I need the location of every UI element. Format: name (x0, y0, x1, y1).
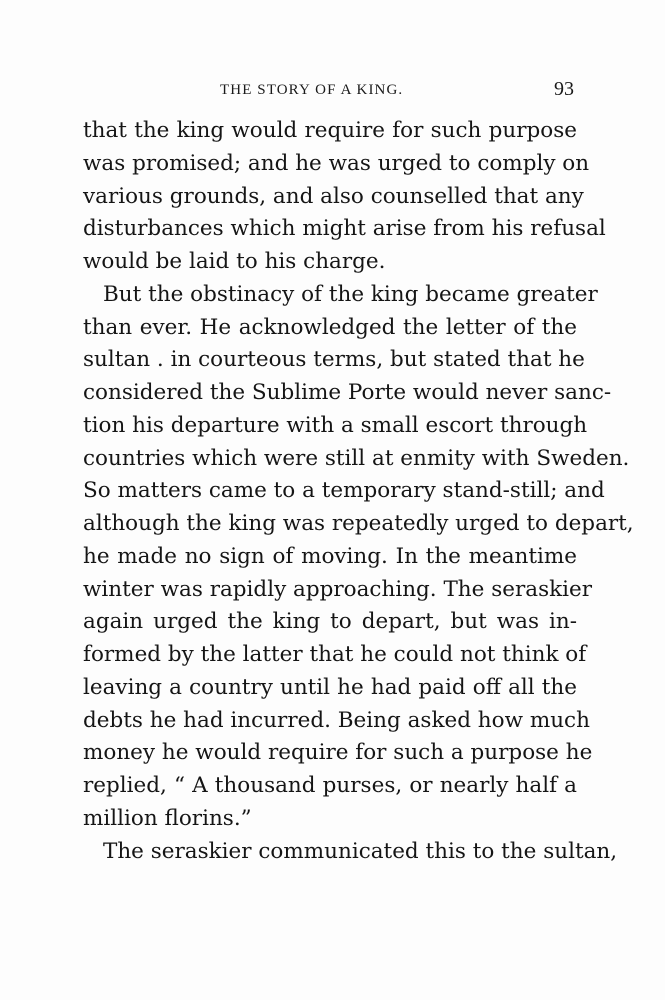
paragraph-2 (83, 279, 634, 836)
text-line: So matters came to a temporary stand-still; and (83, 478, 605, 504)
text-line: sultan . in courteous terms, but stated that he (83, 347, 585, 373)
text-line: various grounds, and also counselled that any (83, 183, 584, 209)
body-text (83, 115, 634, 868)
text-line: The seraskier communicated this to the sultan, (103, 838, 618, 864)
text-line: But the obstinacy of the king became greater (103, 281, 598, 307)
text-line: would be laid to his charge. (83, 249, 386, 274)
text-line: although the king was repeatedly urged to depart, (83, 511, 634, 536)
text-line: million florins.” (83, 805, 252, 831)
text-line: than ever. He acknowledged the letter of the (83, 314, 577, 340)
paragraph-1 (83, 115, 606, 279)
text-line: that the king would require for such purpose (83, 118, 577, 143)
text-line: tion his departure with a small escort through (83, 412, 588, 438)
text-line: disturbances which might arise from his refusal (83, 216, 606, 242)
text-line: replied, “ A thousand purses, or nearly half a (83, 773, 577, 798)
text-line: debts he had incurred. Being asked how much (83, 707, 590, 733)
text-line: he made no sign of moving. In the meantime (83, 543, 577, 569)
text-line: winter was rapidly approaching. The seraskier (83, 576, 593, 602)
page-number: 93 (554, 78, 574, 100)
running-header (83, 78, 577, 102)
text-line: was promised; and he was urged to comply on (83, 150, 590, 176)
text-line: again urged the king to depart, but was in- (83, 609, 577, 635)
text-line: formed by the latter that he could not think of (83, 642, 587, 667)
running-title: THE STORY OF A KING. (220, 82, 404, 98)
text-line: countries which were still at enmity with Sweden. (83, 445, 630, 471)
text-line: money he would require for such a purpose he (83, 740, 593, 766)
text-line: leaving a country until he had paid off all the (83, 674, 577, 700)
paragraph-3 (83, 836, 618, 869)
text-line: considered the Sublime Porte would never sanc- (83, 380, 612, 405)
